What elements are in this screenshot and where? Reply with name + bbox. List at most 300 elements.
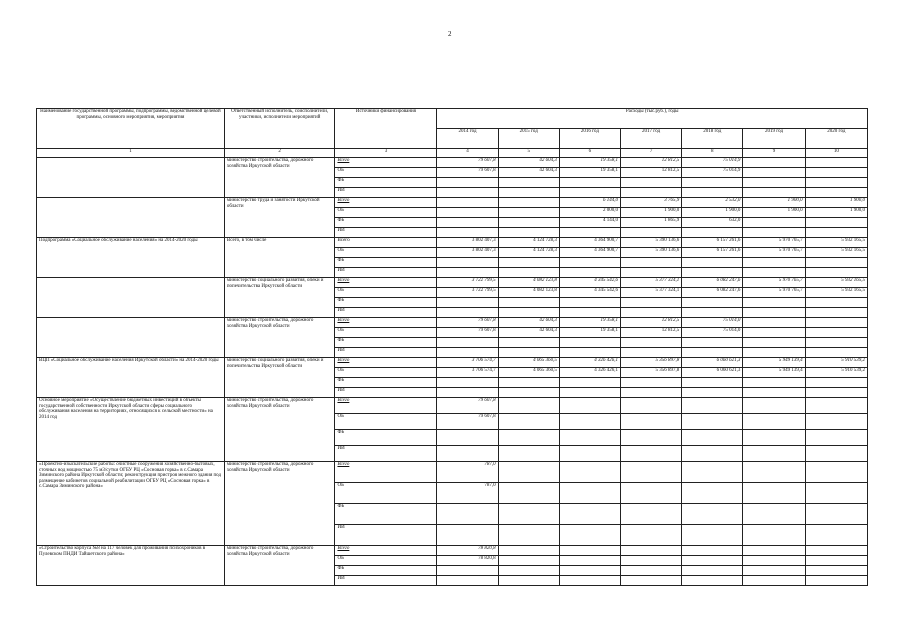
amount-cell xyxy=(743,576,805,586)
amount-cell xyxy=(498,446,559,462)
program-name-cell: ВЦП «Социальное обслуживание населения Иркутской области» на 2014-2020 годы xyxy=(37,358,225,398)
amount-cell xyxy=(805,566,867,576)
executor-cell: министерство строительства, дорожного хозяйства Иркутской области xyxy=(224,546,335,586)
amount-cell xyxy=(559,525,620,546)
amount-cell: 19 358,1 xyxy=(559,328,620,338)
funding-source-cell: ФБ xyxy=(335,504,437,525)
amount-cell xyxy=(559,462,620,483)
amount-cell xyxy=(559,566,620,576)
funding-source-cell: ФБ xyxy=(335,258,437,268)
amount-cell xyxy=(498,348,559,358)
header-name: Наименование государственной программы, подпрограммы, ведомственной целевой программы, основного мероприятия, мероприятия xyxy=(37,109,225,149)
funding-source-cell: Всего xyxy=(335,318,437,328)
amount-cell xyxy=(682,228,743,238)
amount-cell xyxy=(621,378,682,388)
amount-cell: 42 604,3 xyxy=(498,318,559,328)
amount-cell xyxy=(498,338,559,348)
amount-cell xyxy=(437,228,498,238)
executor-cell: министерство социального развития, опеки и попечительства Иркутской области xyxy=(224,358,335,398)
funding-source-cell: Всего xyxy=(335,398,437,414)
amount-cell: 19 358,1 xyxy=(559,168,620,178)
amount-cell: 5 356 897,8 xyxy=(621,368,682,378)
amount-cell xyxy=(498,378,559,388)
amount-cell xyxy=(743,258,805,268)
amount-cell: 5 910 539,2 xyxy=(805,368,867,378)
table-header xyxy=(37,109,868,158)
amount-cell: 78 820,8 xyxy=(437,556,498,566)
amount-cell: 19 358,1 xyxy=(559,158,620,168)
amount-cell xyxy=(437,188,498,198)
header-year: 2018 год xyxy=(682,129,743,149)
amount-cell xyxy=(682,576,743,586)
funding-source-cell: Всего xyxy=(335,278,437,288)
amount-cell xyxy=(743,348,805,358)
amount-cell: 75 014,9 xyxy=(682,158,743,168)
amount-cell xyxy=(682,188,743,198)
amount-cell xyxy=(743,462,805,483)
funding-source-cell: ФБ xyxy=(335,430,437,446)
amount-cell: 79 607,8 xyxy=(437,398,498,414)
amount-cell xyxy=(805,158,867,168)
amount-cell: 5 356 897,8 xyxy=(621,358,682,368)
amount-cell: 6 157 261,6 xyxy=(682,248,743,258)
amount-cell xyxy=(559,388,620,398)
amount-cell xyxy=(437,446,498,462)
amount-cell xyxy=(682,430,743,446)
amount-cell xyxy=(498,178,559,188)
amount-cell xyxy=(621,298,682,308)
amount-cell: 5 390 136,6 xyxy=(621,248,682,258)
amount-cell: 5 377 324,1 xyxy=(621,278,682,288)
amount-cell xyxy=(559,178,620,188)
amount-cell xyxy=(437,338,498,348)
amount-cell xyxy=(559,414,620,430)
amount-cell: 5 390 136,6 xyxy=(621,238,682,248)
amount-cell xyxy=(805,188,867,198)
program-name-cell xyxy=(37,318,225,358)
amount-cell: 4 082 123,8 xyxy=(498,288,559,298)
amount-cell xyxy=(621,483,682,504)
amount-cell xyxy=(682,298,743,308)
amount-cell: 4 065 360,5 xyxy=(498,368,559,378)
amount-cell xyxy=(805,308,867,318)
amount-cell xyxy=(682,556,743,566)
funding-source-cell: ФБ xyxy=(335,218,437,228)
program-name-cell: Основное мероприятие «Осуществление бюджетных инвестиций в объекты государственной собственности Иркутской области сферы социального обслуживания населения на территориях, относящихся к сельской местности» на 2014 год xyxy=(37,398,225,462)
table-row xyxy=(37,238,868,248)
amount-cell xyxy=(621,178,682,188)
funding-source-cell: ОБ xyxy=(335,328,437,338)
funding-source-cell: ФБ xyxy=(335,566,437,576)
table-row xyxy=(37,198,868,208)
amount-cell xyxy=(682,388,743,398)
amount-cell xyxy=(559,348,620,358)
funding-source-cell: ФБ xyxy=(335,178,437,188)
amount-cell: 4 364 900,7 xyxy=(559,238,620,248)
amount-cell xyxy=(437,525,498,546)
amount-cell xyxy=(437,298,498,308)
amount-cell xyxy=(743,188,805,198)
amount-cell xyxy=(621,258,682,268)
amount-cell: 4 345 542,6 xyxy=(559,288,620,298)
amount-cell xyxy=(805,218,867,228)
amount-cell xyxy=(743,318,805,328)
amount-cell xyxy=(437,566,498,576)
amount-cell xyxy=(437,268,498,278)
funding-source-cell: Всего xyxy=(335,238,437,248)
amount-cell xyxy=(437,198,498,208)
amount-cell xyxy=(559,556,620,566)
amount-cell xyxy=(498,504,559,525)
header-source: Источники финансирования xyxy=(335,109,437,149)
header-year: 2019 год xyxy=(743,129,805,149)
amount-cell xyxy=(743,178,805,188)
amount-cell xyxy=(498,388,559,398)
executor-cell: министерство строительства, дорожного хозяйства Иркутской области xyxy=(224,318,335,358)
funding-source-cell: Всего xyxy=(335,462,437,483)
amount-cell xyxy=(621,228,682,238)
amount-cell: 4 364 900,7 xyxy=(559,248,620,258)
amount-cell xyxy=(498,462,559,483)
amount-cell: 6 082 247,6 xyxy=(682,278,743,288)
amount-cell xyxy=(559,483,620,504)
amount-cell: 3 722 799,5 xyxy=(437,288,498,298)
program-name-cell xyxy=(37,278,225,318)
amount-cell xyxy=(498,258,559,268)
amount-cell xyxy=(498,566,559,576)
amount-cell xyxy=(437,178,498,188)
amount-cell xyxy=(682,308,743,318)
amount-cell: 1 900,0 xyxy=(682,208,743,218)
amount-cell xyxy=(743,446,805,462)
amount-cell xyxy=(682,378,743,388)
amount-cell: 787,0 xyxy=(437,462,498,483)
amount-cell xyxy=(498,414,559,430)
amount-cell xyxy=(805,168,867,178)
amount-cell xyxy=(437,258,498,268)
column-number: 2 xyxy=(224,149,335,158)
amount-cell: 6 060 621,3 xyxy=(682,358,743,368)
column-number: 5 xyxy=(498,149,559,158)
amount-cell xyxy=(743,338,805,348)
table-row xyxy=(37,398,868,414)
amount-cell xyxy=(559,378,620,388)
amount-cell xyxy=(805,388,867,398)
amount-cell xyxy=(559,430,620,446)
amount-cell xyxy=(805,483,867,504)
funding-source-cell: Всего xyxy=(335,546,437,556)
funding-source-cell: ИИ xyxy=(335,228,437,238)
funding-source-cell: ИИ xyxy=(335,388,437,398)
amount-cell: 5 932 165,5 xyxy=(805,288,867,298)
program-name-cell: «Строительство корпуса №8 на 117 человек для проживания психохроников в Пулевском ПНДИ Тайшетского района» xyxy=(37,546,225,586)
amount-cell xyxy=(682,398,743,414)
amount-cell xyxy=(559,398,620,414)
amount-cell xyxy=(805,430,867,446)
amount-cell: 1 900,0 xyxy=(805,198,867,208)
amount-cell xyxy=(743,158,805,168)
amount-cell xyxy=(437,378,498,388)
amount-cell xyxy=(621,414,682,430)
table-row xyxy=(37,462,868,483)
amount-cell xyxy=(621,446,682,462)
amount-cell xyxy=(805,414,867,430)
amount-cell xyxy=(621,338,682,348)
amount-cell xyxy=(743,298,805,308)
amount-cell xyxy=(682,525,743,546)
amount-cell: 4 345 542,6 xyxy=(559,278,620,288)
amount-cell: 2 000,0 xyxy=(559,208,620,218)
amount-cell xyxy=(682,566,743,576)
amount-cell xyxy=(559,504,620,525)
amount-cell xyxy=(621,576,682,586)
amount-cell: 1 900,0 xyxy=(743,198,805,208)
program-name-cell xyxy=(37,158,225,198)
amount-cell: 2 532,0 xyxy=(682,198,743,208)
amount-cell xyxy=(621,388,682,398)
amount-cell xyxy=(805,328,867,338)
funding-source-cell: ИИ xyxy=(335,268,437,278)
amount-cell xyxy=(682,268,743,278)
funding-source-cell: ОБ xyxy=(335,208,437,218)
amount-cell xyxy=(621,308,682,318)
header-year: 2014 год xyxy=(437,129,498,149)
amount-cell xyxy=(621,430,682,446)
amount-cell: 5 970 765,7 xyxy=(743,238,805,248)
header-year: 2017 год xyxy=(621,129,682,149)
amount-cell xyxy=(682,258,743,268)
amount-cell: 4 124 728,3 xyxy=(498,248,559,258)
column-number: 1 xyxy=(37,149,225,158)
amount-cell xyxy=(805,398,867,414)
amount-cell: 12 812,5 xyxy=(621,328,682,338)
header-year: 2020 год xyxy=(805,129,867,149)
amount-cell xyxy=(743,546,805,556)
amount-cell: 3 706 574,7 xyxy=(437,368,498,378)
executor-cell: министерство строительства, дорожного хозяйства Иркутской области xyxy=(224,398,335,462)
amount-cell xyxy=(743,504,805,525)
table-row xyxy=(37,358,868,368)
amount-cell xyxy=(498,430,559,446)
amount-cell xyxy=(437,308,498,318)
amount-cell xyxy=(498,198,559,208)
amount-cell: 4 124 728,3 xyxy=(498,238,559,248)
amount-cell: 79 607,8 xyxy=(437,158,498,168)
amount-cell: 12 812,5 xyxy=(621,318,682,328)
funding-source-cell: ИИ xyxy=(335,446,437,462)
amount-cell xyxy=(437,576,498,586)
amount-cell xyxy=(498,208,559,218)
funding-source-cell: ИИ xyxy=(335,188,437,198)
amount-cell xyxy=(805,462,867,483)
amount-cell xyxy=(682,338,743,348)
program-name-cell: «Проектно-изыскательские работы: очистные сооружения хозяйственно-бытовых, сточных вод мощностью 75 м3/сутки ОГБУ РЦ «Сосновая горка» в с.Самара Зиминского района Иркутской области; реконструкция пристроя межного здания под размещение кабинетов социальной реабилитации ОГБУ РЦ «Сосновая горка» в с.Самара Зиминского района» xyxy=(37,462,225,546)
amount-cell: 5 910 539,2 xyxy=(805,358,867,368)
column-number: 7 xyxy=(621,149,682,158)
amount-cell xyxy=(743,308,805,318)
amount-cell xyxy=(743,168,805,178)
amount-cell xyxy=(498,298,559,308)
amount-cell xyxy=(743,228,805,238)
amount-cell xyxy=(743,414,805,430)
funding-source-cell: ОБ xyxy=(335,168,437,178)
funding-source-cell: ОБ xyxy=(335,483,437,504)
amount-cell xyxy=(498,556,559,566)
funding-source-cell: ИИ xyxy=(335,308,437,318)
amount-cell xyxy=(621,504,682,525)
funding-source-cell: ОБ xyxy=(335,414,437,430)
amount-cell xyxy=(743,483,805,504)
program-name-cell: Подпрограмма «Социальное обслуживание населения» на 2014-2020 годы xyxy=(37,238,225,278)
amount-cell: 1 865,9 xyxy=(621,218,682,228)
amount-cell xyxy=(682,414,743,430)
amount-cell xyxy=(559,298,620,308)
amount-cell xyxy=(805,298,867,308)
amount-cell xyxy=(498,228,559,238)
amount-cell: 75 014,9 xyxy=(682,168,743,178)
amount-cell xyxy=(498,308,559,318)
budget-table xyxy=(36,108,868,586)
funding-source-cell: ФБ xyxy=(335,298,437,308)
amount-cell xyxy=(559,228,620,238)
amount-cell xyxy=(559,258,620,268)
amount-cell xyxy=(743,556,805,566)
amount-cell xyxy=(743,218,805,228)
executor-cell: министерство труда и занятости Иркутской области xyxy=(224,198,335,238)
table-row xyxy=(37,318,868,328)
amount-cell xyxy=(621,398,682,414)
amount-cell xyxy=(682,504,743,525)
amount-cell xyxy=(559,308,620,318)
amount-cell xyxy=(498,525,559,546)
amount-cell xyxy=(743,388,805,398)
amount-cell xyxy=(437,504,498,525)
executor-cell: министерство социального развития, опеки и попечительства Иркутской области xyxy=(224,278,335,318)
page-number: 2 xyxy=(448,30,452,38)
amount-cell xyxy=(559,576,620,586)
amount-cell xyxy=(805,178,867,188)
amount-cell xyxy=(805,556,867,566)
amount-cell xyxy=(682,446,743,462)
column-number: 10 xyxy=(805,149,867,158)
funding-source-cell: ФБ xyxy=(335,378,437,388)
amount-cell: 79 607,8 xyxy=(437,318,498,328)
amount-cell xyxy=(805,546,867,556)
amount-cell: 19 358,1 xyxy=(559,318,620,328)
amount-cell xyxy=(682,483,743,504)
table-row xyxy=(37,158,868,168)
column-number: 9 xyxy=(743,149,805,158)
funding-source-cell: ФБ xyxy=(335,338,437,348)
amount-cell xyxy=(743,378,805,388)
amount-cell xyxy=(498,483,559,504)
amount-cell xyxy=(498,576,559,586)
amount-cell: 6 157 261,6 xyxy=(682,238,743,248)
amount-cell xyxy=(805,504,867,525)
amount-cell xyxy=(743,430,805,446)
amount-cell xyxy=(437,430,498,446)
column-number: 6 xyxy=(559,149,620,158)
column-number: 8 xyxy=(682,149,743,158)
amount-cell: 3 802 407,3 xyxy=(437,248,498,258)
amount-cell xyxy=(498,218,559,228)
amount-cell xyxy=(805,318,867,328)
executor-cell: Всего, в том числе xyxy=(224,238,335,278)
amount-cell: 79 607,8 xyxy=(437,414,498,430)
amount-cell xyxy=(621,348,682,358)
amount-cell: 632,0 xyxy=(682,218,743,228)
amount-cell xyxy=(559,546,620,556)
amount-cell: 3 802 407,3 xyxy=(437,238,498,248)
amount-cell xyxy=(559,268,620,278)
amount-cell xyxy=(805,338,867,348)
amount-cell: 12 812,5 xyxy=(621,158,682,168)
column-number: 3 xyxy=(335,149,437,158)
amount-cell: 79 607,8 xyxy=(437,168,498,178)
amount-cell xyxy=(437,348,498,358)
amount-cell: 4 326 426,1 xyxy=(559,368,620,378)
funding-source-cell: ОБ xyxy=(335,556,437,566)
amount-cell: 4 065 360,5 xyxy=(498,358,559,368)
funding-source-cell: ОБ xyxy=(335,368,437,378)
amount-cell: 42 604,3 xyxy=(498,168,559,178)
amount-cell xyxy=(682,178,743,188)
funding-source-cell: ИИ xyxy=(335,525,437,546)
amount-cell xyxy=(621,546,682,556)
amount-cell: 3 706 574,7 xyxy=(437,358,498,368)
amount-cell xyxy=(805,378,867,388)
funding-source-cell: Всего xyxy=(335,198,437,208)
amount-cell xyxy=(805,348,867,358)
amount-cell: 3 722 799,5 xyxy=(437,278,498,288)
amount-cell xyxy=(743,268,805,278)
amount-cell: 1 900,0 xyxy=(621,208,682,218)
amount-cell: 79 607,8 xyxy=(437,328,498,338)
amount-cell xyxy=(743,566,805,576)
amount-cell xyxy=(437,218,498,228)
amount-cell: 3 765,9 xyxy=(621,198,682,208)
amount-cell xyxy=(498,398,559,414)
funding-source-cell: ИИ xyxy=(335,348,437,358)
amount-cell xyxy=(559,188,620,198)
amount-cell: 4 144,0 xyxy=(559,218,620,228)
amount-cell: 42 604,3 xyxy=(498,158,559,168)
amount-cell: 5 949 139,4 xyxy=(743,368,805,378)
funding-source-cell: ОБ xyxy=(335,288,437,298)
program-name-cell xyxy=(37,198,225,238)
amount-cell xyxy=(805,258,867,268)
amount-cell xyxy=(805,446,867,462)
amount-cell xyxy=(805,576,867,586)
amount-cell xyxy=(559,446,620,462)
amount-cell: 5 970 765,7 xyxy=(743,248,805,258)
executor-cell: министерство строительства, дорожного хозяйства Иркутской области xyxy=(224,158,335,198)
amount-cell xyxy=(498,268,559,278)
funding-source-cell: ИИ xyxy=(335,576,437,586)
amount-cell xyxy=(559,338,620,348)
amount-cell: 5 377 324,1 xyxy=(621,288,682,298)
amount-cell: 5 970 765,7 xyxy=(743,278,805,288)
amount-cell xyxy=(498,546,559,556)
header-expenses: Расходы (тыс.руб.), годы xyxy=(437,109,868,129)
header-year: 2016 год xyxy=(559,129,620,149)
amount-cell xyxy=(621,556,682,566)
amount-cell: 1 900,0 xyxy=(805,208,867,218)
amount-cell xyxy=(682,462,743,483)
amount-cell: 5 970 765,7 xyxy=(743,288,805,298)
amount-cell: 787,0 xyxy=(437,483,498,504)
amount-cell: 6 082 247,6 xyxy=(682,288,743,298)
